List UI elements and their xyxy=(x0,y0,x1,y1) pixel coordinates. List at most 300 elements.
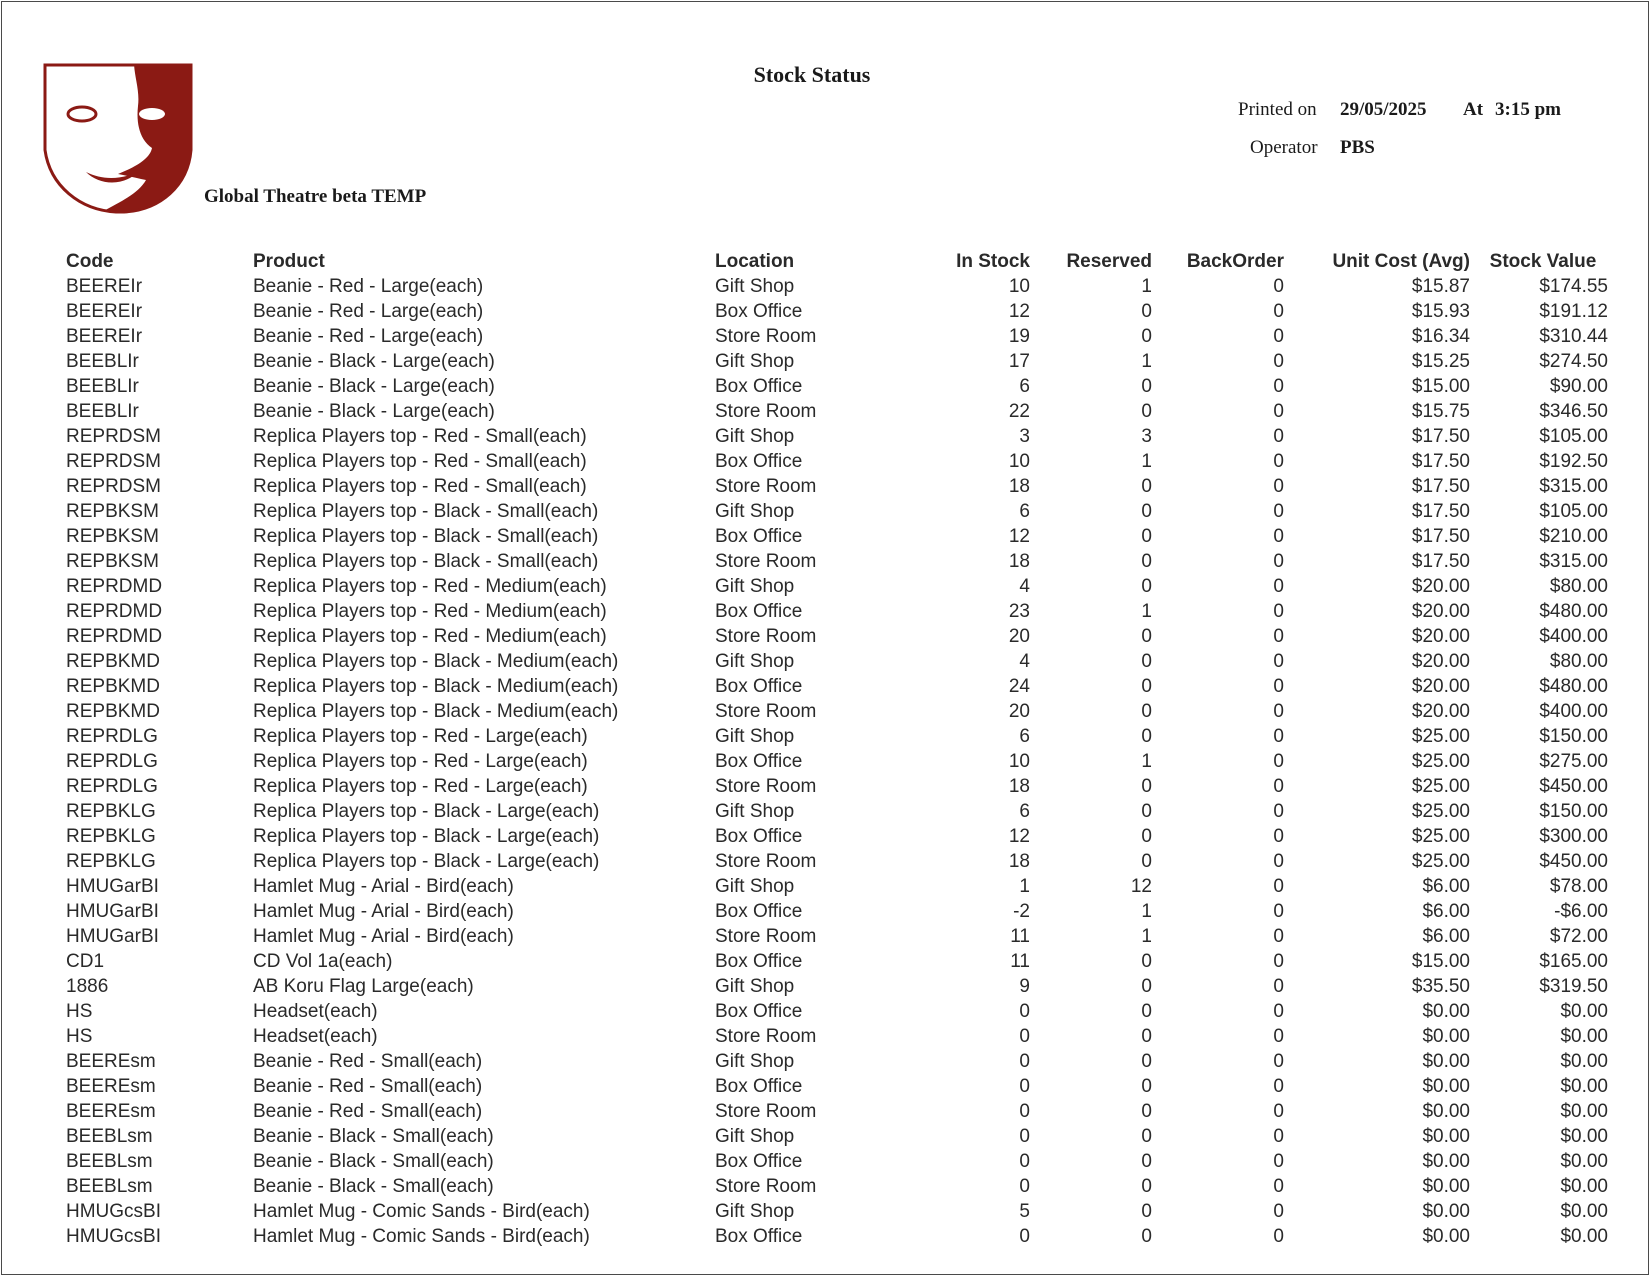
cell-location: Box Office xyxy=(715,1226,803,1247)
cell-backorder: 0 xyxy=(1273,551,1284,572)
cell-in-stock: 9 xyxy=(1019,976,1030,997)
cell-reserved: 0 xyxy=(1141,551,1152,572)
cell-backorder: 0 xyxy=(1273,801,1284,822)
cell-unit-cost: $20.00 xyxy=(1411,576,1470,597)
cell-code: REPBKMD xyxy=(66,651,160,672)
table-row xyxy=(62,1124,1612,1149)
cell-code: REPRDMD xyxy=(66,576,163,597)
cell-reserved: 0 xyxy=(1141,1226,1152,1247)
table-row xyxy=(62,524,1612,549)
cell-reserved: 0 xyxy=(1141,626,1152,647)
cell-location: Box Office xyxy=(715,301,803,322)
theatre-mask-icon xyxy=(42,62,194,214)
cell-stock-value: $80.00 xyxy=(1549,651,1608,672)
cell-product: Headset(each) xyxy=(253,1026,378,1047)
cell-backorder: 0 xyxy=(1273,751,1284,772)
cell-unit-cost: $0.00 xyxy=(1422,1101,1470,1122)
cell-location: Gift Shop xyxy=(715,351,795,372)
cell-in-stock: 0 xyxy=(1019,1051,1030,1072)
cell-reserved: 0 xyxy=(1141,726,1152,747)
table-row xyxy=(62,1099,1612,1124)
table-row xyxy=(62,824,1612,849)
table-row xyxy=(62,574,1612,599)
col-header-backorder: BackOrder xyxy=(1186,250,1284,272)
cell-unit-cost: $25.00 xyxy=(1411,851,1470,872)
cell-stock-value: $0.00 xyxy=(1560,1026,1608,1047)
cell-stock-value: $105.00 xyxy=(1539,426,1608,447)
cell-product: Hamlet Mug - Arial - Bird(each) xyxy=(253,926,514,947)
cell-unit-cost: $15.00 xyxy=(1411,376,1470,397)
cell-code: HMUGcsBI xyxy=(66,1201,161,1222)
cell-backorder: 0 xyxy=(1273,1176,1284,1197)
cell-code: REPBKMD xyxy=(66,701,160,722)
cell-code: REPBKMD xyxy=(66,676,160,697)
cell-product: Beanie - Red - Large(each) xyxy=(253,301,484,322)
cell-code: REPRDMD xyxy=(66,626,163,647)
cell-location: Gift Shop xyxy=(715,576,795,597)
cell-stock-value: $0.00 xyxy=(1560,1151,1608,1172)
cell-in-stock: 18 xyxy=(1008,476,1030,497)
printed-at-time: 3:15 pm xyxy=(1495,99,1561,120)
cell-location: Gift Shop xyxy=(715,976,795,997)
cell-stock-value: $275.00 xyxy=(1539,751,1608,772)
cell-location: Gift Shop xyxy=(715,876,795,897)
cell-stock-value: $480.00 xyxy=(1539,676,1608,697)
cell-product: Replica Players top - Black - Small(each) xyxy=(253,501,599,522)
cell-stock-value: $310.44 xyxy=(1539,326,1608,347)
cell-reserved: 12 xyxy=(1130,876,1152,897)
cell-location: Store Room xyxy=(715,326,817,347)
cell-in-stock: 12 xyxy=(1008,526,1030,547)
cell-unit-cost: $6.00 xyxy=(1422,926,1470,947)
cell-location: Store Room xyxy=(715,1026,817,1047)
cell-location: Box Office xyxy=(715,376,803,397)
cell-location: Store Room xyxy=(715,926,817,947)
cell-location: Box Office xyxy=(715,901,803,922)
cell-code: BEEBLIr xyxy=(66,376,139,397)
cell-backorder: 0 xyxy=(1273,701,1284,722)
cell-reserved: 0 xyxy=(1141,851,1152,872)
cell-stock-value: $319.50 xyxy=(1539,976,1608,997)
cell-code: HMUGarBI xyxy=(66,901,159,922)
cell-reserved: 0 xyxy=(1141,1126,1152,1147)
table-row xyxy=(62,1024,1612,1049)
cell-code: BEEREsm xyxy=(66,1101,156,1122)
cell-code: BEEREsm xyxy=(66,1051,156,1072)
cell-in-stock: 23 xyxy=(1008,601,1030,622)
cell-code: REPBKSM xyxy=(66,551,159,572)
table-row xyxy=(62,649,1612,674)
cell-product: Replica Players top - Red - Small(each) xyxy=(253,426,587,447)
cell-product: Beanie - Black - Small(each) xyxy=(253,1126,494,1147)
cell-in-stock: 12 xyxy=(1008,826,1030,847)
cell-location: Store Room xyxy=(715,626,817,647)
cell-unit-cost: $0.00 xyxy=(1422,1126,1470,1147)
cell-stock-value: $274.50 xyxy=(1539,351,1608,372)
cell-in-stock: 6 xyxy=(1019,376,1030,397)
cell-product: Replica Players top - Red - Large(each) xyxy=(253,751,588,772)
cell-code: BEEREsm xyxy=(66,1076,156,1097)
printed-on-label: Printed on xyxy=(1238,99,1317,120)
cell-location: Gift Shop xyxy=(715,1051,795,1072)
cell-reserved: 0 xyxy=(1141,776,1152,797)
cell-unit-cost: $0.00 xyxy=(1422,1201,1470,1222)
cell-product: Replica Players top - Black - Large(each) xyxy=(253,801,600,822)
table-row xyxy=(62,749,1612,774)
cell-code: BEEREIr xyxy=(66,301,143,322)
cell-reserved: 0 xyxy=(1141,301,1152,322)
table-row xyxy=(62,924,1612,949)
cell-unit-cost: $35.50 xyxy=(1411,976,1470,997)
cell-product: Replica Players top - Black - Medium(each) xyxy=(253,651,619,672)
cell-in-stock: 0 xyxy=(1019,1076,1030,1097)
cell-in-stock: 20 xyxy=(1008,626,1030,647)
table-row xyxy=(62,849,1612,874)
operator-value: PBS xyxy=(1340,137,1375,158)
col-header-code: Code xyxy=(66,250,114,272)
col-header-location: Location xyxy=(715,250,795,272)
cell-unit-cost: $20.00 xyxy=(1411,626,1470,647)
cell-stock-value: $90.00 xyxy=(1549,376,1608,397)
cell-product: Replica Players top - Black - Small(each) xyxy=(253,526,599,547)
cell-stock-value: $105.00 xyxy=(1539,501,1608,522)
cell-in-stock: 4 xyxy=(1019,576,1030,597)
cell-product: Beanie - Red - Large(each) xyxy=(253,276,484,297)
cell-reserved: 1 xyxy=(1141,926,1152,947)
cell-backorder: 0 xyxy=(1273,576,1284,597)
cell-unit-cost: $6.00 xyxy=(1422,901,1470,922)
cell-backorder: 0 xyxy=(1273,376,1284,397)
table-row xyxy=(62,424,1612,449)
cell-product: Replica Players top - Red - Large(each) xyxy=(253,726,588,747)
cell-reserved: 1 xyxy=(1141,901,1152,922)
cell-location: Store Room xyxy=(715,1176,817,1197)
cell-code: 1886 xyxy=(66,976,109,997)
cell-product: Replica Players top - Red - Small(each) xyxy=(253,451,587,472)
cell-location: Gift Shop xyxy=(715,801,795,822)
operator-label: Operator xyxy=(1250,137,1318,158)
cell-stock-value: $450.00 xyxy=(1539,776,1608,797)
cell-product: Replica Players top - Black - Medium(each) xyxy=(253,701,619,722)
cell-unit-cost: $25.00 xyxy=(1411,776,1470,797)
cell-location: Box Office xyxy=(715,951,803,972)
cell-stock-value: $0.00 xyxy=(1560,1176,1608,1197)
cell-stock-value: $400.00 xyxy=(1539,626,1608,647)
cell-reserved: 0 xyxy=(1141,501,1152,522)
cell-reserved: 0 xyxy=(1141,326,1152,347)
cell-reserved: 0 xyxy=(1141,1101,1152,1122)
cell-reserved: 0 xyxy=(1141,376,1152,397)
table-row xyxy=(62,1174,1612,1199)
cell-code: BEEBLIr xyxy=(66,351,139,372)
cell-backorder: 0 xyxy=(1273,901,1284,922)
cell-location: Box Office xyxy=(715,826,803,847)
col-header-unit-cost: Unit Cost (Avg) xyxy=(1332,250,1470,272)
cell-code: BEEBLsm xyxy=(66,1126,153,1147)
cell-unit-cost: $0.00 xyxy=(1422,1051,1470,1072)
cell-stock-value: $165.00 xyxy=(1539,951,1608,972)
cell-in-stock: 1 xyxy=(1019,876,1030,897)
cell-reserved: 0 xyxy=(1141,526,1152,547)
cell-backorder: 0 xyxy=(1273,951,1284,972)
cell-code: BEEREIr xyxy=(66,276,143,297)
cell-in-stock: 11 xyxy=(1010,951,1030,972)
cell-product: Beanie - Black - Small(each) xyxy=(253,1151,494,1172)
table-row xyxy=(62,374,1612,399)
report-title: Stock Status xyxy=(753,62,871,87)
cell-reserved: 0 xyxy=(1141,701,1152,722)
cell-product: Hamlet Mug - Arial - Bird(each) xyxy=(253,901,514,922)
cell-in-stock: 0 xyxy=(1019,1226,1030,1247)
cell-product: Hamlet Mug - Comic Sands - Bird(each) xyxy=(253,1201,590,1222)
cell-location: Gift Shop xyxy=(715,651,795,672)
cell-unit-cost: $25.00 xyxy=(1411,801,1470,822)
cell-code: BEEBLsm xyxy=(66,1151,153,1172)
cell-location: Box Office xyxy=(715,601,803,622)
cell-location: Box Office xyxy=(715,451,803,472)
cell-unit-cost: $0.00 xyxy=(1422,1176,1470,1197)
table-row xyxy=(62,549,1612,574)
col-header-stock-value: Stock Value xyxy=(1489,250,1597,272)
cell-backorder: 0 xyxy=(1273,426,1284,447)
cell-stock-value: $191.12 xyxy=(1539,301,1608,322)
cell-backorder: 0 xyxy=(1273,601,1284,622)
cell-reserved: 0 xyxy=(1141,1001,1152,1022)
cell-reserved: 0 xyxy=(1141,826,1152,847)
cell-backorder: 0 xyxy=(1273,401,1284,422)
cell-code: REPBKLG xyxy=(66,851,156,872)
cell-product: Replica Players top - Red - Medium(each) xyxy=(253,626,607,647)
cell-product: Beanie - Black - Large(each) xyxy=(253,351,495,372)
cell-in-stock: 20 xyxy=(1008,701,1030,722)
table-row xyxy=(62,624,1612,649)
cell-reserved: 1 xyxy=(1141,451,1152,472)
cell-code: REPRDSM xyxy=(66,476,162,497)
cell-location: Box Office xyxy=(715,676,803,697)
cell-code: REPBKSM xyxy=(66,501,159,522)
cell-in-stock: 12 xyxy=(1008,301,1030,322)
cell-reserved: 0 xyxy=(1141,401,1152,422)
cell-in-stock: 19 xyxy=(1008,326,1030,347)
cell-stock-value: $72.00 xyxy=(1549,926,1608,947)
cell-location: Store Room xyxy=(715,476,817,497)
cell-reserved: 0 xyxy=(1141,576,1152,597)
cell-code: BEEBLIr xyxy=(66,401,139,422)
table-row xyxy=(62,474,1612,499)
cell-unit-cost: $15.25 xyxy=(1411,351,1470,372)
cell-stock-value: $174.55 xyxy=(1539,276,1608,297)
cell-code: REPRDLG xyxy=(66,726,158,747)
cell-location: Store Room xyxy=(715,401,817,422)
cell-code: REPRDLG xyxy=(66,776,158,797)
cell-in-stock: -2 xyxy=(1013,901,1030,922)
cell-code: REPBKSM xyxy=(66,526,159,547)
cell-backorder: 0 xyxy=(1273,326,1284,347)
cell-product: Replica Players top - Red - Medium(each) xyxy=(253,601,607,622)
cell-backorder: 0 xyxy=(1273,1051,1284,1072)
cell-in-stock: 0 xyxy=(1019,1176,1030,1197)
cell-location: Box Office xyxy=(715,1076,803,1097)
cell-in-stock: 3 xyxy=(1019,426,1030,447)
cell-backorder: 0 xyxy=(1273,526,1284,547)
cell-code: REPRDLG xyxy=(66,751,158,772)
cell-location: Gift Shop xyxy=(715,1201,795,1222)
cell-stock-value: $300.00 xyxy=(1539,826,1608,847)
cell-product: Headset(each) xyxy=(253,1001,378,1022)
report-page xyxy=(1,1,1649,1275)
cell-in-stock: 10 xyxy=(1008,276,1030,297)
cell-unit-cost: $0.00 xyxy=(1422,1151,1470,1172)
cell-backorder: 0 xyxy=(1273,626,1284,647)
cell-product: Replica Players top - Black - Medium(each) xyxy=(253,676,619,697)
cell-backorder: 0 xyxy=(1273,676,1284,697)
cell-backorder: 0 xyxy=(1273,1076,1284,1097)
table-row xyxy=(62,999,1612,1024)
cell-code: HMUGcsBI xyxy=(66,1226,161,1247)
cell-code: REPRDSM xyxy=(66,426,162,447)
cell-unit-cost: $17.50 xyxy=(1411,526,1470,547)
cell-location: Store Room xyxy=(715,776,817,797)
cell-in-stock: 0 xyxy=(1019,1026,1030,1047)
cell-in-stock: 0 xyxy=(1019,1126,1030,1147)
cell-stock-value: $0.00 xyxy=(1560,1126,1608,1147)
cell-backorder: 0 xyxy=(1273,826,1284,847)
cell-unit-cost: $20.00 xyxy=(1411,601,1470,622)
cell-product: Replica Players top - Red - Large(each) xyxy=(253,776,588,797)
cell-unit-cost: $0.00 xyxy=(1422,1076,1470,1097)
cell-location: Gift Shop xyxy=(715,426,795,447)
cell-backorder: 0 xyxy=(1273,1201,1284,1222)
cell-reserved: 0 xyxy=(1141,801,1152,822)
cell-reserved: 0 xyxy=(1141,1026,1152,1047)
cell-unit-cost: $17.50 xyxy=(1411,451,1470,472)
cell-in-stock: 18 xyxy=(1008,551,1030,572)
cell-location: Box Office xyxy=(715,526,803,547)
col-header-product: Product xyxy=(253,250,325,272)
cell-location: Gift Shop xyxy=(715,276,795,297)
table-row xyxy=(62,399,1612,424)
col-header-reserved: Reserved xyxy=(1066,250,1152,272)
cell-in-stock: 6 xyxy=(1019,501,1030,522)
cell-reserved: 0 xyxy=(1141,951,1152,972)
table-row xyxy=(62,499,1612,524)
cell-product: CD Vol 1a(each) xyxy=(253,951,393,972)
cell-product: Hamlet Mug - Comic Sands - Bird(each) xyxy=(253,1226,590,1247)
cell-stock-value: $450.00 xyxy=(1539,851,1608,872)
cell-location: Box Office xyxy=(715,1151,803,1172)
cell-unit-cost: $25.00 xyxy=(1411,826,1470,847)
cell-unit-cost: $17.50 xyxy=(1411,426,1470,447)
table-row xyxy=(62,724,1612,749)
table-row xyxy=(62,1149,1612,1174)
cell-unit-cost: $15.93 xyxy=(1411,301,1470,322)
col-header-in-stock: In Stock xyxy=(956,250,1030,272)
cell-backorder: 0 xyxy=(1273,651,1284,672)
cell-reserved: 0 xyxy=(1141,976,1152,997)
table-row xyxy=(62,349,1612,374)
cell-stock-value: $0.00 xyxy=(1560,1226,1608,1247)
table-row xyxy=(62,449,1612,474)
cell-stock-value: $315.00 xyxy=(1539,551,1608,572)
cell-product: Beanie - Red - Small(each) xyxy=(253,1051,483,1072)
cell-backorder: 0 xyxy=(1273,726,1284,747)
cell-unit-cost: $15.75 xyxy=(1411,401,1470,422)
cell-product: Replica Players top - Black - Large(each) xyxy=(253,851,600,872)
table-row xyxy=(62,974,1612,999)
cell-backorder: 0 xyxy=(1273,776,1284,797)
cell-location: Box Office xyxy=(715,751,803,772)
cell-reserved: 0 xyxy=(1141,651,1152,672)
cell-backorder: 0 xyxy=(1273,1026,1284,1047)
cell-backorder: 0 xyxy=(1273,451,1284,472)
cell-backorder: 0 xyxy=(1273,1226,1284,1247)
cell-unit-cost: $25.00 xyxy=(1411,726,1470,747)
cell-unit-cost: $0.00 xyxy=(1422,1001,1470,1022)
cell-code: HS xyxy=(66,1026,93,1047)
table-row xyxy=(62,324,1612,349)
cell-code: BEEREIr xyxy=(66,326,143,347)
organization-name: Global Theatre beta TEMP xyxy=(204,186,427,207)
cell-unit-cost: $20.00 xyxy=(1411,651,1470,672)
cell-location: Store Room xyxy=(715,1101,817,1122)
header-row xyxy=(62,248,1612,274)
cell-stock-value: $0.00 xyxy=(1560,1051,1608,1072)
cell-unit-cost: $15.87 xyxy=(1411,276,1470,297)
table-row xyxy=(62,799,1612,824)
cell-product: Hamlet Mug - Arial - Bird(each) xyxy=(253,876,514,897)
cell-in-stock: 24 xyxy=(1008,676,1030,697)
cell-backorder: 0 xyxy=(1273,926,1284,947)
cell-product: Beanie - Black - Large(each) xyxy=(253,376,495,397)
cell-reserved: 1 xyxy=(1141,601,1152,622)
cell-reserved: 1 xyxy=(1141,751,1152,772)
cell-backorder: 0 xyxy=(1273,501,1284,522)
cell-code: HS xyxy=(66,1001,93,1022)
cell-location: Gift Shop xyxy=(715,726,795,747)
cell-unit-cost: $20.00 xyxy=(1411,701,1470,722)
cell-location: Store Room xyxy=(715,851,817,872)
cell-product: Replica Players top - Red - Small(each) xyxy=(253,476,587,497)
cell-backorder: 0 xyxy=(1273,851,1284,872)
cell-stock-value: $150.00 xyxy=(1539,726,1608,747)
cell-reserved: 0 xyxy=(1141,1201,1152,1222)
cell-in-stock: 18 xyxy=(1008,851,1030,872)
cell-product: Beanie - Black - Large(each) xyxy=(253,401,495,422)
cell-stock-value: $315.00 xyxy=(1539,476,1608,497)
cell-location: Box Office xyxy=(715,1001,803,1022)
cell-stock-value: $192.50 xyxy=(1539,451,1608,472)
cell-code: HMUGarBI xyxy=(66,876,159,897)
cell-backorder: 0 xyxy=(1273,1126,1284,1147)
table-row xyxy=(62,949,1612,974)
at-label: At xyxy=(1463,99,1484,120)
cell-code: REPBKLG xyxy=(66,801,156,822)
cell-backorder: 0 xyxy=(1273,1151,1284,1172)
cell-backorder: 0 xyxy=(1273,276,1284,297)
cell-stock-value: $346.50 xyxy=(1539,401,1608,422)
cell-stock-value: $0.00 xyxy=(1560,1001,1608,1022)
cell-unit-cost: $17.50 xyxy=(1411,551,1470,572)
cell-stock-value: $80.00 xyxy=(1549,576,1608,597)
cell-in-stock: 0 xyxy=(1019,1001,1030,1022)
cell-stock-value: $150.00 xyxy=(1539,801,1608,822)
table-row xyxy=(62,1074,1612,1099)
cell-unit-cost: $16.34 xyxy=(1411,326,1470,347)
cell-in-stock: 6 xyxy=(1019,726,1030,747)
cell-stock-value: $210.00 xyxy=(1539,526,1608,547)
stock-table xyxy=(62,248,1612,1249)
cell-product: Beanie - Red - Large(each) xyxy=(253,326,484,347)
